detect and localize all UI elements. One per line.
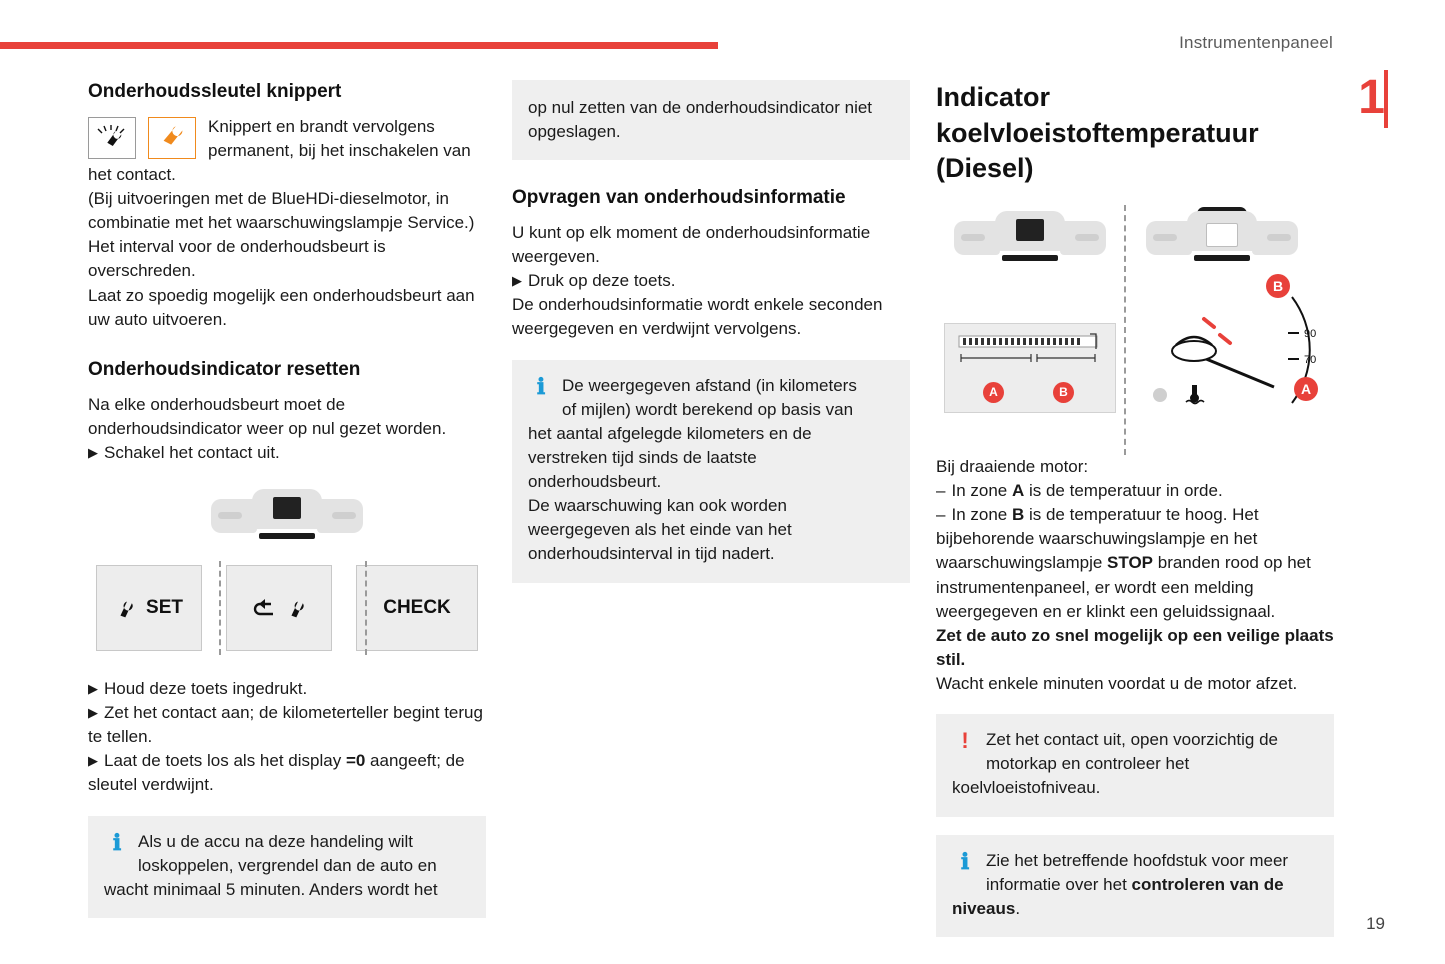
note-box-continued [512,80,910,160]
note-distance-line-2: of mijlen) wordt berekend op basis van [562,399,854,419]
svg-text:90: 90 [1304,327,1317,340]
instrument-cluster [273,497,301,519]
note-distance-line-3: het aantal afgelegde kilometers en de [528,423,812,443]
section1-paragraph-1: Knippert en brandt vervolgens permanent, bij het inschakelen van het contact. [88,116,471,184]
section-title-opvragen: Opvragen van onderhoudsinformatie [512,187,846,209]
stop-warning-label: STOP [1107,553,1154,573]
note-continued-line-2: opgeslagen. [528,122,621,142]
column2-paragraph-2: De onderhoudsinformatie wordt enkele seconden weergegeven en verdwijnt vervolgens. [512,295,883,339]
header-accent-bar [0,42,718,49]
step-arrow-icon: ▶ [512,273,522,289]
column-right [936,80,1334,937]
coolant-temperature-icon [1186,385,1204,404]
column3-bullet-1: – In zone A is de temperatuur in orde. [936,481,1223,500]
section2-paragraph-1: Na elke onderhoudsbeurt moet de onderhoudsindicator weer op nul gezet worden. [88,394,447,438]
note-line-1: Als u de accu na deze handeling wilt [138,831,414,851]
step-arrow-icon: ▶ [88,705,98,720]
info-icon: ℹ [960,848,970,874]
digital-dashboard-pictogram [954,205,1106,269]
step-arrow-icon: ▶ [88,680,98,696]
analog-dashboard-pictogram [1146,205,1298,269]
car-right-wing [317,499,363,533]
column3-bullet-2: – In zone B is de temperatuur te hoog. Het [936,505,1259,525]
check-button-figure [356,565,478,651]
info-ref-line-3: niveaus. [952,898,1021,918]
section-title-onderhoudssleutel: Onderhoudssleutel knippert [88,81,342,102]
zone-b-bubble: B [1266,274,1290,298]
wrench-icon [115,597,137,619]
maintenance-key-steady-icon [148,117,196,159]
analog-gauge-figure [1142,277,1332,427]
note-box-battery [88,816,486,918]
car-bumper [1194,255,1250,261]
car-right-wing [1252,221,1298,255]
note-distance-line-4: verstreken tijd sinds de laatste [528,447,757,467]
note-line-2: loskoppelen, vergrendel dan de auto en [138,855,437,875]
warn-line-1: Zet het contact uit, open voorzichtig de [986,730,1279,750]
info-icon: ℹ [536,373,546,399]
section1-paragraph-2: (Bij uitvoeringen met de BlueHDi-dieselmotor, in combinatie met het waarschuwingslampje Service.) [88,189,475,233]
warn-line-2: motorkap en controleer het [986,754,1190,774]
info-ref-line-1: Zie het betreffende hoofdstuk voor meer [986,850,1289,870]
header-title: Instrumentenpaneel [1179,33,1333,52]
note-line-3: wacht minimaal 5 minuten. Anders wordt het [104,879,438,899]
zone-b-bubble: B [1053,382,1074,403]
step-arrow-icon: ▶ [88,753,98,769]
bullet-dash: – [936,481,946,500]
car-left-wing [954,221,1000,255]
note-distance-line-8: onderhoudsinterval in tijd nadert. [528,544,775,564]
column3-paragraph-last: Wacht enkele minuten voordat u de motor afzet. [936,674,1298,693]
set-button-label: SET [146,596,183,618]
figure-coolant-temperature [936,205,1334,455]
page-number: 19 [1366,914,1385,933]
maintenance-key-icons [88,117,196,159]
note-continued-line-1: op nul zetten van de onderhoudsindicator niet [528,98,873,117]
note-distance-line-1: De weergegeven afstand (in kilometers [562,375,857,395]
chapter-number: 1 [1358,71,1385,124]
set-button-figure [96,565,202,651]
section1-paragraph-3: Het interval voor de onderhoudsbeurt is overschreden. [88,237,386,281]
button-figure-row [88,565,486,651]
section2-step-1: ▶ Schakel het contact uit. [88,442,280,462]
warn-line-3: koelvloeistofniveau. [952,778,1101,798]
instrument-cluster [1016,219,1044,241]
svg-text:70: 70 [1304,353,1317,366]
section-title-onderhoudsindicator-resetten: Onderhoudsindicator resetten [88,358,361,380]
column3-paragraph-after: bijbehorende waarschuwingslampje en het waarschuwingslampje STOP branden rood op het instrumentenpaneel, er wordt een melding weergegeven en er klinkt een geluidssignaal. [936,529,1311,621]
column2-paragraph-1: U kunt op elk moment de onderhoudsinformatie weergeven. [512,222,871,267]
dashboard-pictogram [211,483,363,547]
figure-divider [1124,205,1126,455]
column-middle [512,80,910,583]
bullet-dash: – [936,505,946,525]
back-arrow-icon [251,597,277,619]
instrument-cluster [1206,223,1238,247]
info-icon: ℹ [112,829,122,855]
note-box-warning [936,714,1334,816]
zone-a-bubble: A [983,382,1004,403]
zone-a-bubble: A [1294,377,1318,401]
section2-step-2: ▶ Houd deze toets ingedrukt. [88,678,308,698]
note-box-reference [936,835,1334,937]
zone-b-label: B [1011,505,1025,525]
column3-intro: Bij draaiende motor: [936,456,1089,476]
column3-paragraph-bold: Zet de auto zo snel mogelijk op een veilige plaats stil. [936,625,1334,669]
coolant-bar-gauge-panel [944,323,1116,413]
car-left-wing [1146,221,1192,255]
note-distance-line-7: weergegeven als het einde van het [528,520,792,540]
column2-step-1: ▶ Druk op deze toets. [512,271,676,291]
info-ref-line-2: informatie over het controleren van de [986,874,1284,894]
note-box-distance [512,360,910,583]
warning-icon: ! [961,728,969,754]
figure-divider-1 [219,561,221,655]
car-right-wing [1060,221,1106,255]
wrench-icon [286,597,308,619]
figure-divider-2 [365,561,367,655]
back-button-figure [226,565,332,651]
note-distance-line-6: De waarschuwing kan ook worden [528,496,787,516]
column-left [88,80,486,918]
section1-paragraph-4: Laat zo spoedig mogelijk een onderhoudsbeurt aan uw auto uitvoeren. [88,285,475,329]
car-left-wing [211,499,257,533]
display-zero-value: =0 [345,751,366,771]
section2-step-3: ▶ Zet het contact aan; de kilometerteller begint terug te tellen. [88,703,483,747]
car-bumper [259,533,315,539]
note-distance-line-5: onderhoudsbeurt. [528,472,662,492]
step-arrow-icon: ▶ [88,444,98,460]
section2-step-4: ▶ Laat de toets los als het display =0 aangeeft; de sleutel verdwijnt. [88,751,465,795]
car-bumper [1002,255,1058,261]
maintenance-key-blinking-icon [88,117,136,159]
figure-dashboard-buttons [88,483,486,651]
zone-a-label: A [1011,481,1025,500]
section-title-indicator-koelvloeistof: Indicator koelvloeistoftemperatuur (Diesel) [936,82,1259,184]
check-button-label: CHECK [383,596,451,618]
